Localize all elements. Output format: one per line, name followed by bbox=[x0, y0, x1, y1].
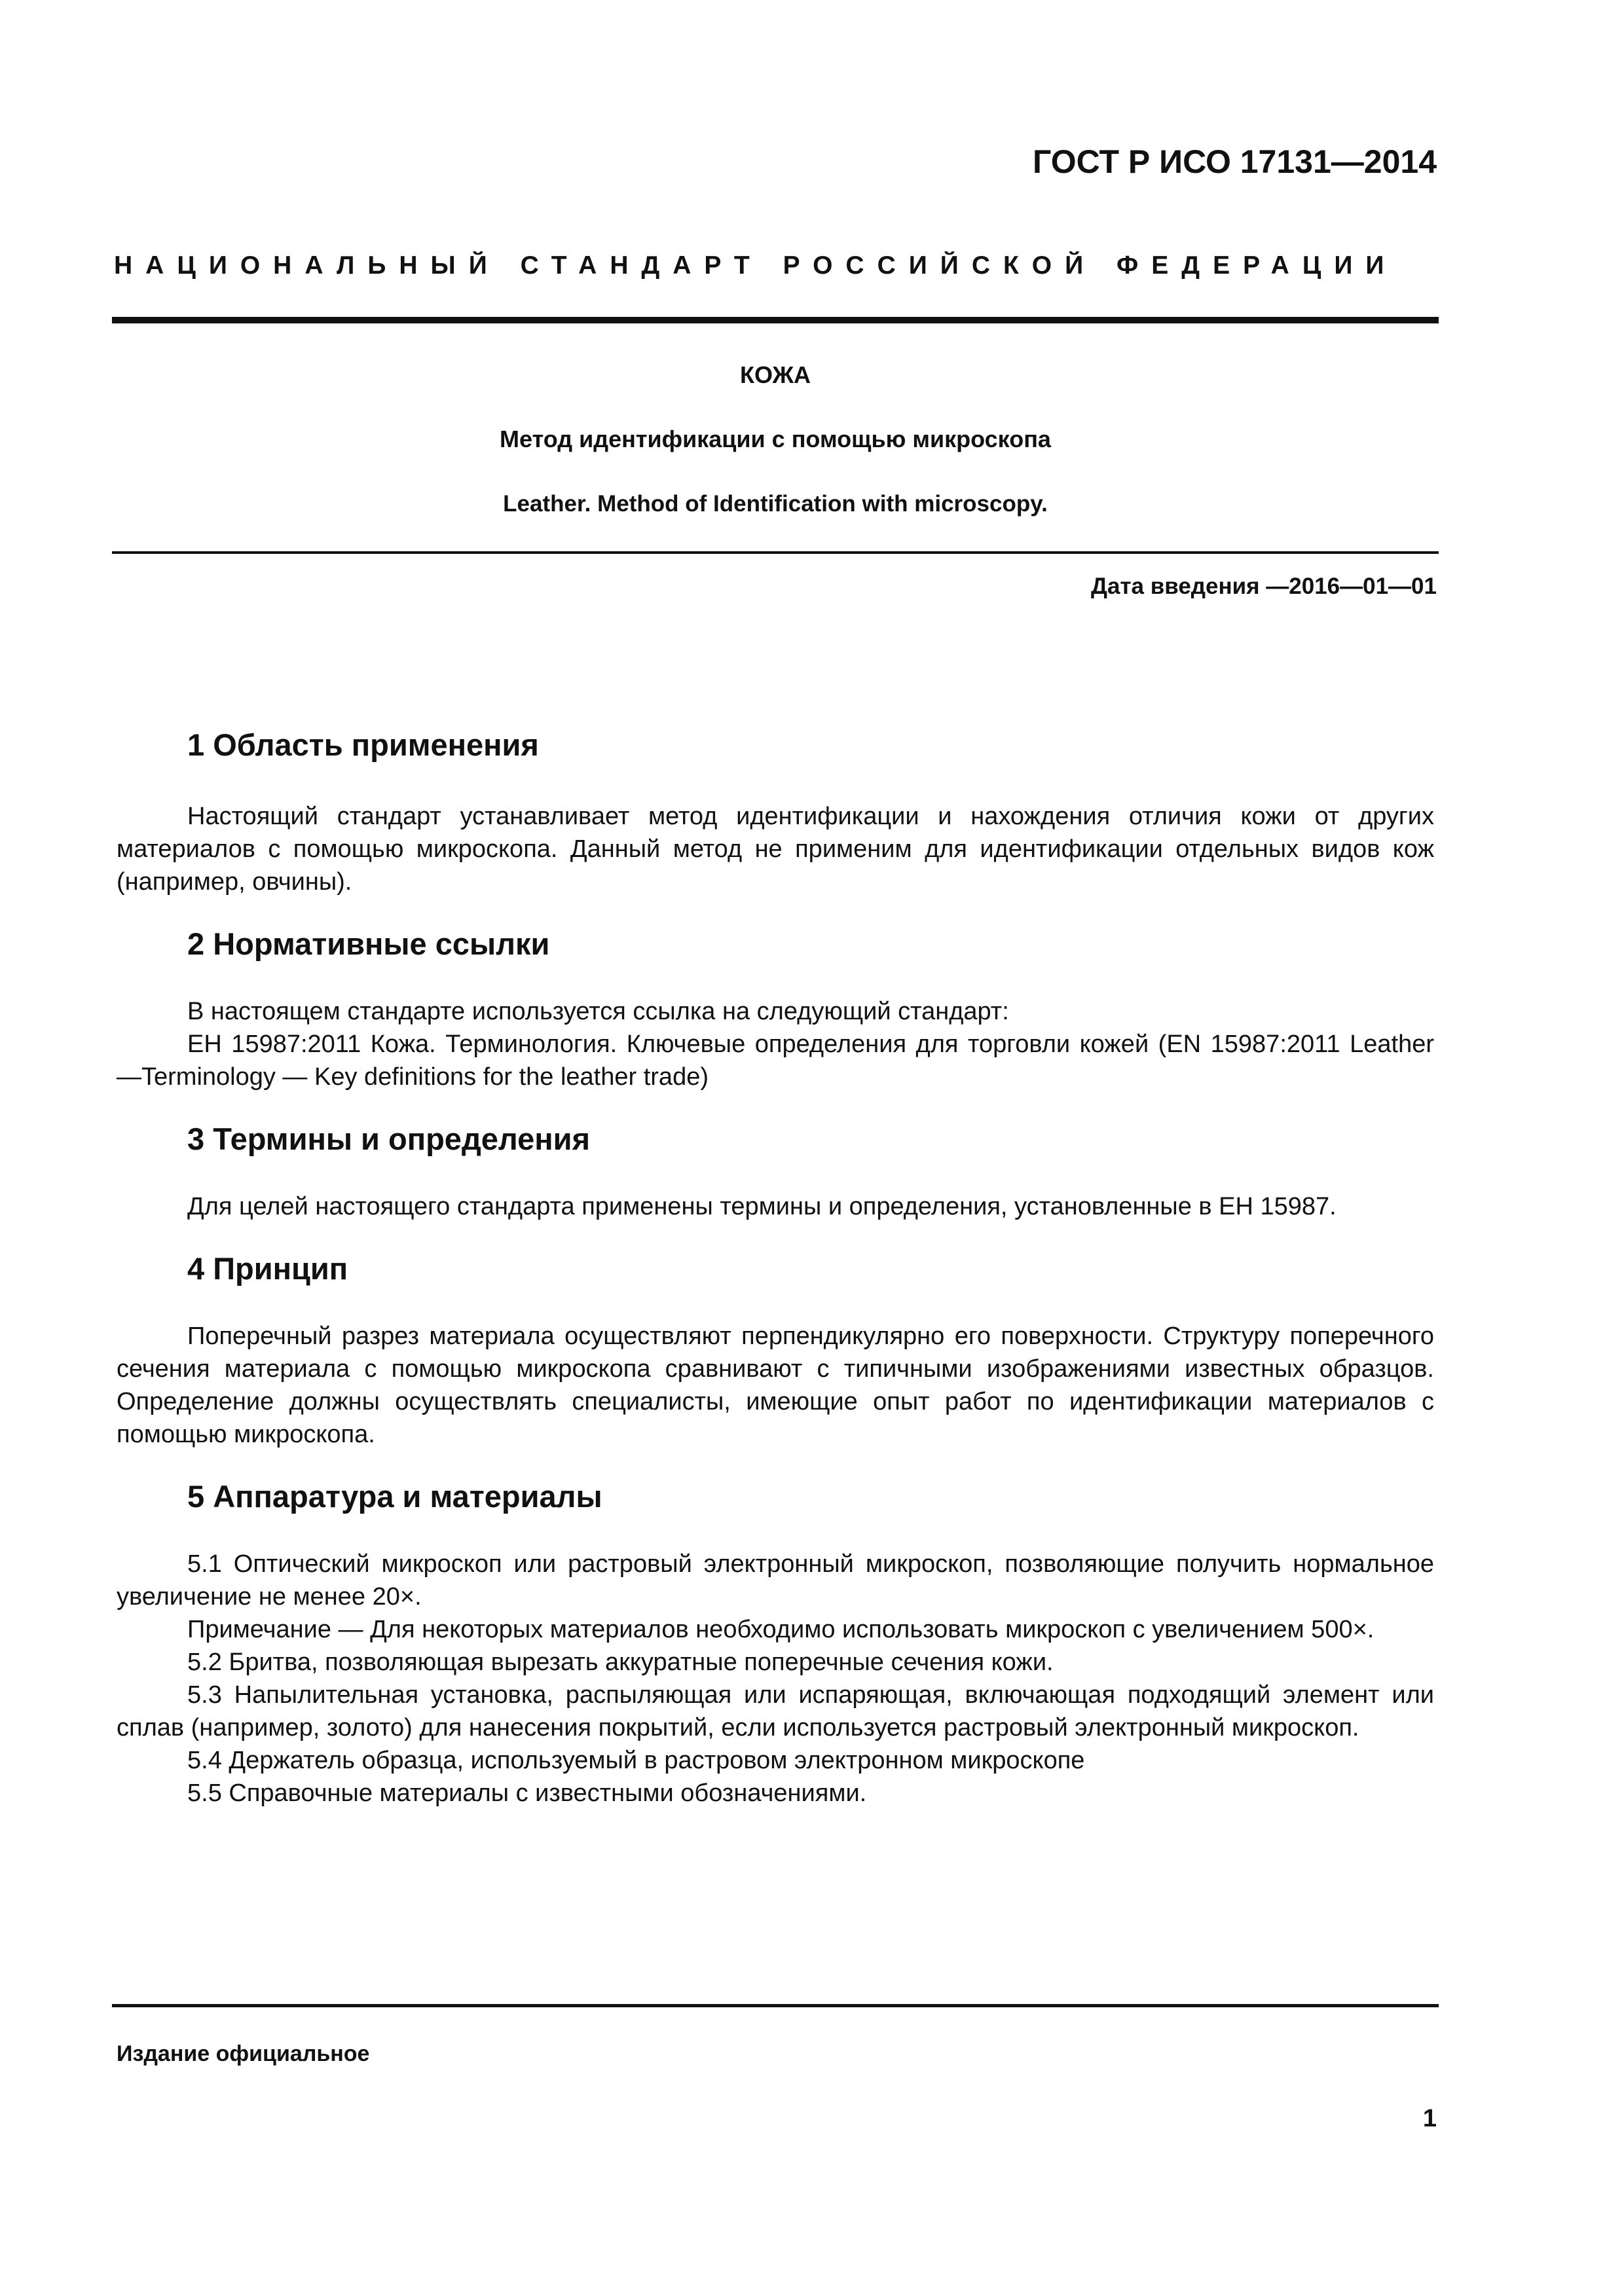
paragraph: 5.5 Справочные материалы с известными обозначениями. bbox=[187, 1779, 867, 1807]
document-title: КОЖА bbox=[739, 361, 811, 388]
section-heading: 4 Принцип bbox=[187, 1251, 348, 1286]
paragraph: Настоящий стандарт устанавливает метод идентификации и нахождения отличия кожи от других материалов с помощью микроскопа. Данный метод не применим для идентификации отдельных видов кож (например, овчины). bbox=[117, 803, 1434, 896]
paragraph: 5.3 Напылительная установка, распыляющая или испаряющая, включающая подходящий элемент или сплав (например, золото) для нанесения покрытий, если используется растровый электронный микроскоп. bbox=[117, 1681, 1434, 1741]
section-heading: 5 Аппаратура и материалы bbox=[187, 1479, 602, 1514]
paragraph: В настоящем стандарте используется ссылка на следующий стандарт: bbox=[187, 998, 1009, 1025]
paragraph: Для целей настоящего стандарта применены термины и определения, установленные в ЕН 15987. bbox=[187, 1193, 1337, 1220]
section-heading: 1 Область применения bbox=[187, 727, 539, 762]
edition-label: Издание официальное bbox=[117, 2041, 370, 2066]
paragraph: 5.4 Держатель образца, используемый в растровом электронном микроскопе bbox=[187, 1747, 1085, 1774]
section-heading: 2 Нормативные ссылки bbox=[187, 926, 550, 961]
paragraph: 5.2 Бритва, позволяющая вырезать аккуратные поперечные сечения кожи. bbox=[187, 1649, 1054, 1676]
note-paragraph: Примечание — Для некоторых материалов необходимо использовать микроскоп с увеличением 500×. bbox=[187, 1616, 1375, 1643]
paragraph: Поперечный разрез материала осуществляют перпендикулярно его поверхности. Структуру поперечного сечения материала с помощью микроскопа сравнивают с типичными изображениями известных образцов. Определение должны осуществлять специалисты, имеющие опыт работ по идентификации материалов с помощью микроскопа. bbox=[117, 1322, 1434, 1448]
footer-rule bbox=[112, 2004, 1439, 2007]
subtitle-russian: Метод идентификации с помощью микроскопа bbox=[500, 426, 1051, 452]
standard-number: ГОСТ Р ИСО 17131—2014 bbox=[1033, 143, 1437, 180]
paragraph: 5.1 Оптический микроскоп или растровый электронный микроскоп, позволяющие получить нормальное увеличение не менее 20×. bbox=[117, 1550, 1434, 1611]
header-rule bbox=[112, 317, 1439, 323]
title-rule bbox=[112, 551, 1439, 554]
section-heading: 3 Термины и определения bbox=[187, 1121, 590, 1156]
paragraph: ЕН 15987:2011 Кожа. Терминология. Ключевые определения для торговли кожей (EN 15987:2011 Leather —Terminology — Key definitions for the leather trade) bbox=[117, 1030, 1434, 1091]
document-body bbox=[117, 725, 1434, 1810]
subtitle-english: Leather. Method of Identification with microscopy. bbox=[503, 491, 1048, 517]
effective-date: Дата введения —2016—01—01 bbox=[1091, 574, 1437, 599]
national-standard-banner: НАЦИОНАЛЬНЫЙ СТАНДАРТ РОССИЙСКОЙ ФЕДЕРАЦИИ bbox=[114, 251, 1397, 280]
page-number: 1 bbox=[1422, 2105, 1437, 2132]
